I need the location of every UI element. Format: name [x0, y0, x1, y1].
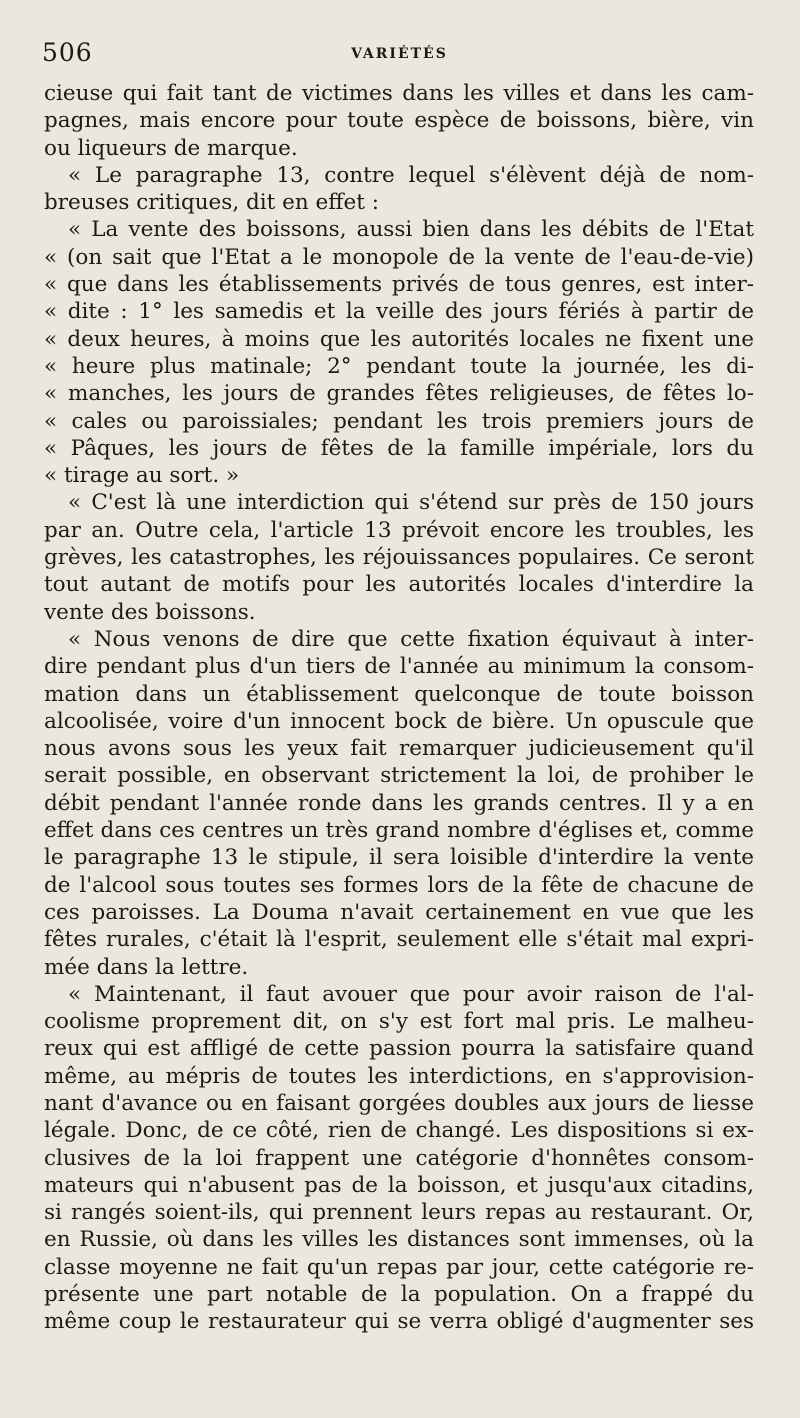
- text-line: mée dans la lettre.: [44, 954, 249, 980]
- text-line: coolisme proprement dit, on s'y est fort mal pris. Le malheu-: [44, 1009, 754, 1035]
- text-line: « Maintenant, il faut avouer que pour avoir raison de l'al-: [68, 981, 754, 1007]
- text-line: « que dans les établissements privés de tous genres, est inter-: [44, 272, 754, 298]
- text-line: « (on sait que l'Etat a le monopole de la vente de l'eau-de-vie): [44, 244, 754, 270]
- text-line: fêtes rurales, c'était là l'esprit, seulement elle s'était mal expri-: [44, 927, 754, 953]
- text-line: ces paroisses. La Douma n'avait certainement en vue que les: [44, 899, 754, 925]
- text-line: « manches, les jours de grandes fêtes religieuses, de fêtes lo-: [44, 381, 754, 407]
- text-line: débit pendant l'année ronde dans les grands centres. Il y a en: [44, 790, 754, 816]
- page-header: [42, 38, 757, 72]
- text-line: « Le paragraphe 13, contre lequel s'élèvent déjà de nom-: [68, 162, 754, 188]
- text-line: « Pâques, les jours de fêtes de la famille impériale, lors du: [44, 435, 754, 461]
- text-line: « La vente des boissons, aussi bien dans les débits de l'Etat: [68, 217, 754, 243]
- page-number: 506: [42, 38, 93, 67]
- running-title: VARIÉTÉS: [351, 46, 448, 62]
- text-line: mation dans un établissement quelconque de toute boisson: [44, 681, 754, 707]
- text-line: légale. Donc, de ce côté, rien de changé. Les dispositions si ex-: [44, 1118, 754, 1144]
- text-line: mateurs qui n'abusent pas de la boisson, et jusqu'aux citadins,: [44, 1172, 754, 1198]
- text-line: si rangés soient-ils, qui prennent leurs repas au restaurant. Or,: [44, 1200, 754, 1226]
- text-line: nous avons sous les yeux fait remarquer judicieusement qu'il: [44, 736, 754, 762]
- text-line: effet dans ces centres un très grand nombre d'églises et, comme: [44, 818, 754, 844]
- text-line: pagnes, mais encore pour toute espèce de boissons, bière, vin: [44, 108, 754, 134]
- text-line: le paragraphe 13 le stipule, il sera loisible d'interdire la vente: [44, 845, 754, 871]
- text-line: clusives de la loi frappent une catégorie d'honnêtes consom-: [44, 1145, 754, 1171]
- text-line: même, au mépris de toutes les interdictions, en s'approvision-: [44, 1063, 754, 1089]
- text-line: dire pendant plus d'un tiers de l'année au minimum la consom-: [44, 654, 754, 680]
- text-line: tout autant de motifs pour les autorités locales d'interdire la: [44, 572, 754, 598]
- text-line: « tirage au sort. »: [44, 463, 240, 489]
- text-line: en Russie, où dans les villes les distances sont immenses, où la: [44, 1227, 754, 1253]
- text-line: breuses critiques, dit en effet :: [44, 190, 379, 216]
- text-line: « dite : 1° les samedis et la veille des jours fériés à partir de: [44, 299, 754, 325]
- text-line: « heure plus matinale; 2° pendant toute la journée, les di-: [44, 353, 754, 379]
- text-line: cieuse qui fait tant de victimes dans les villes et dans les cam-: [44, 81, 754, 106]
- text-line: alcoolisée, voire d'un innocent bock de bière. Un opuscule que: [44, 708, 754, 734]
- text-line: « cales ou paroissiales; pendant les trois premiers jours de: [44, 408, 754, 434]
- text-line: classe moyenne ne fait qu'un repas par jour, cette catégorie re-: [44, 1254, 754, 1280]
- body-text: [44, 80, 754, 1336]
- text-line: « deux heures, à moins que les autorités locales ne fixent une: [44, 326, 754, 352]
- text-line: de l'alcool sous toutes ses formes lors de la fête de chacune de: [44, 872, 754, 898]
- text-line: vente des boissons.: [44, 599, 256, 625]
- text-line: par an. Outre cela, l'article 13 prévoit encore les troubles, les: [44, 517, 754, 543]
- text-line: grèves, les catastrophes, les réjouissances populaires. Ce seront: [44, 545, 754, 571]
- text-line: reux qui est affligé de cette passion pourra la satisfaire quand: [44, 1036, 754, 1062]
- text-line: nant d'avance ou en faisant gorgées doubles aux jours de liesse: [44, 1090, 754, 1116]
- text-line: présente une part notable de la population. On a frappé du: [44, 1282, 754, 1308]
- text-line: serait possible, en observant strictement la loi, de prohiber le: [44, 763, 754, 789]
- text-line: ou liqueurs de marque.: [44, 135, 298, 161]
- text-line: « C'est là une interdiction qui s'étend sur près de 150 jours: [68, 490, 754, 516]
- text-line: même coup le restaurateur qui se verra obligé d'augmenter ses: [44, 1309, 754, 1335]
- text-line: « Nous venons de dire que cette fixation équivaut à inter-: [68, 626, 754, 652]
